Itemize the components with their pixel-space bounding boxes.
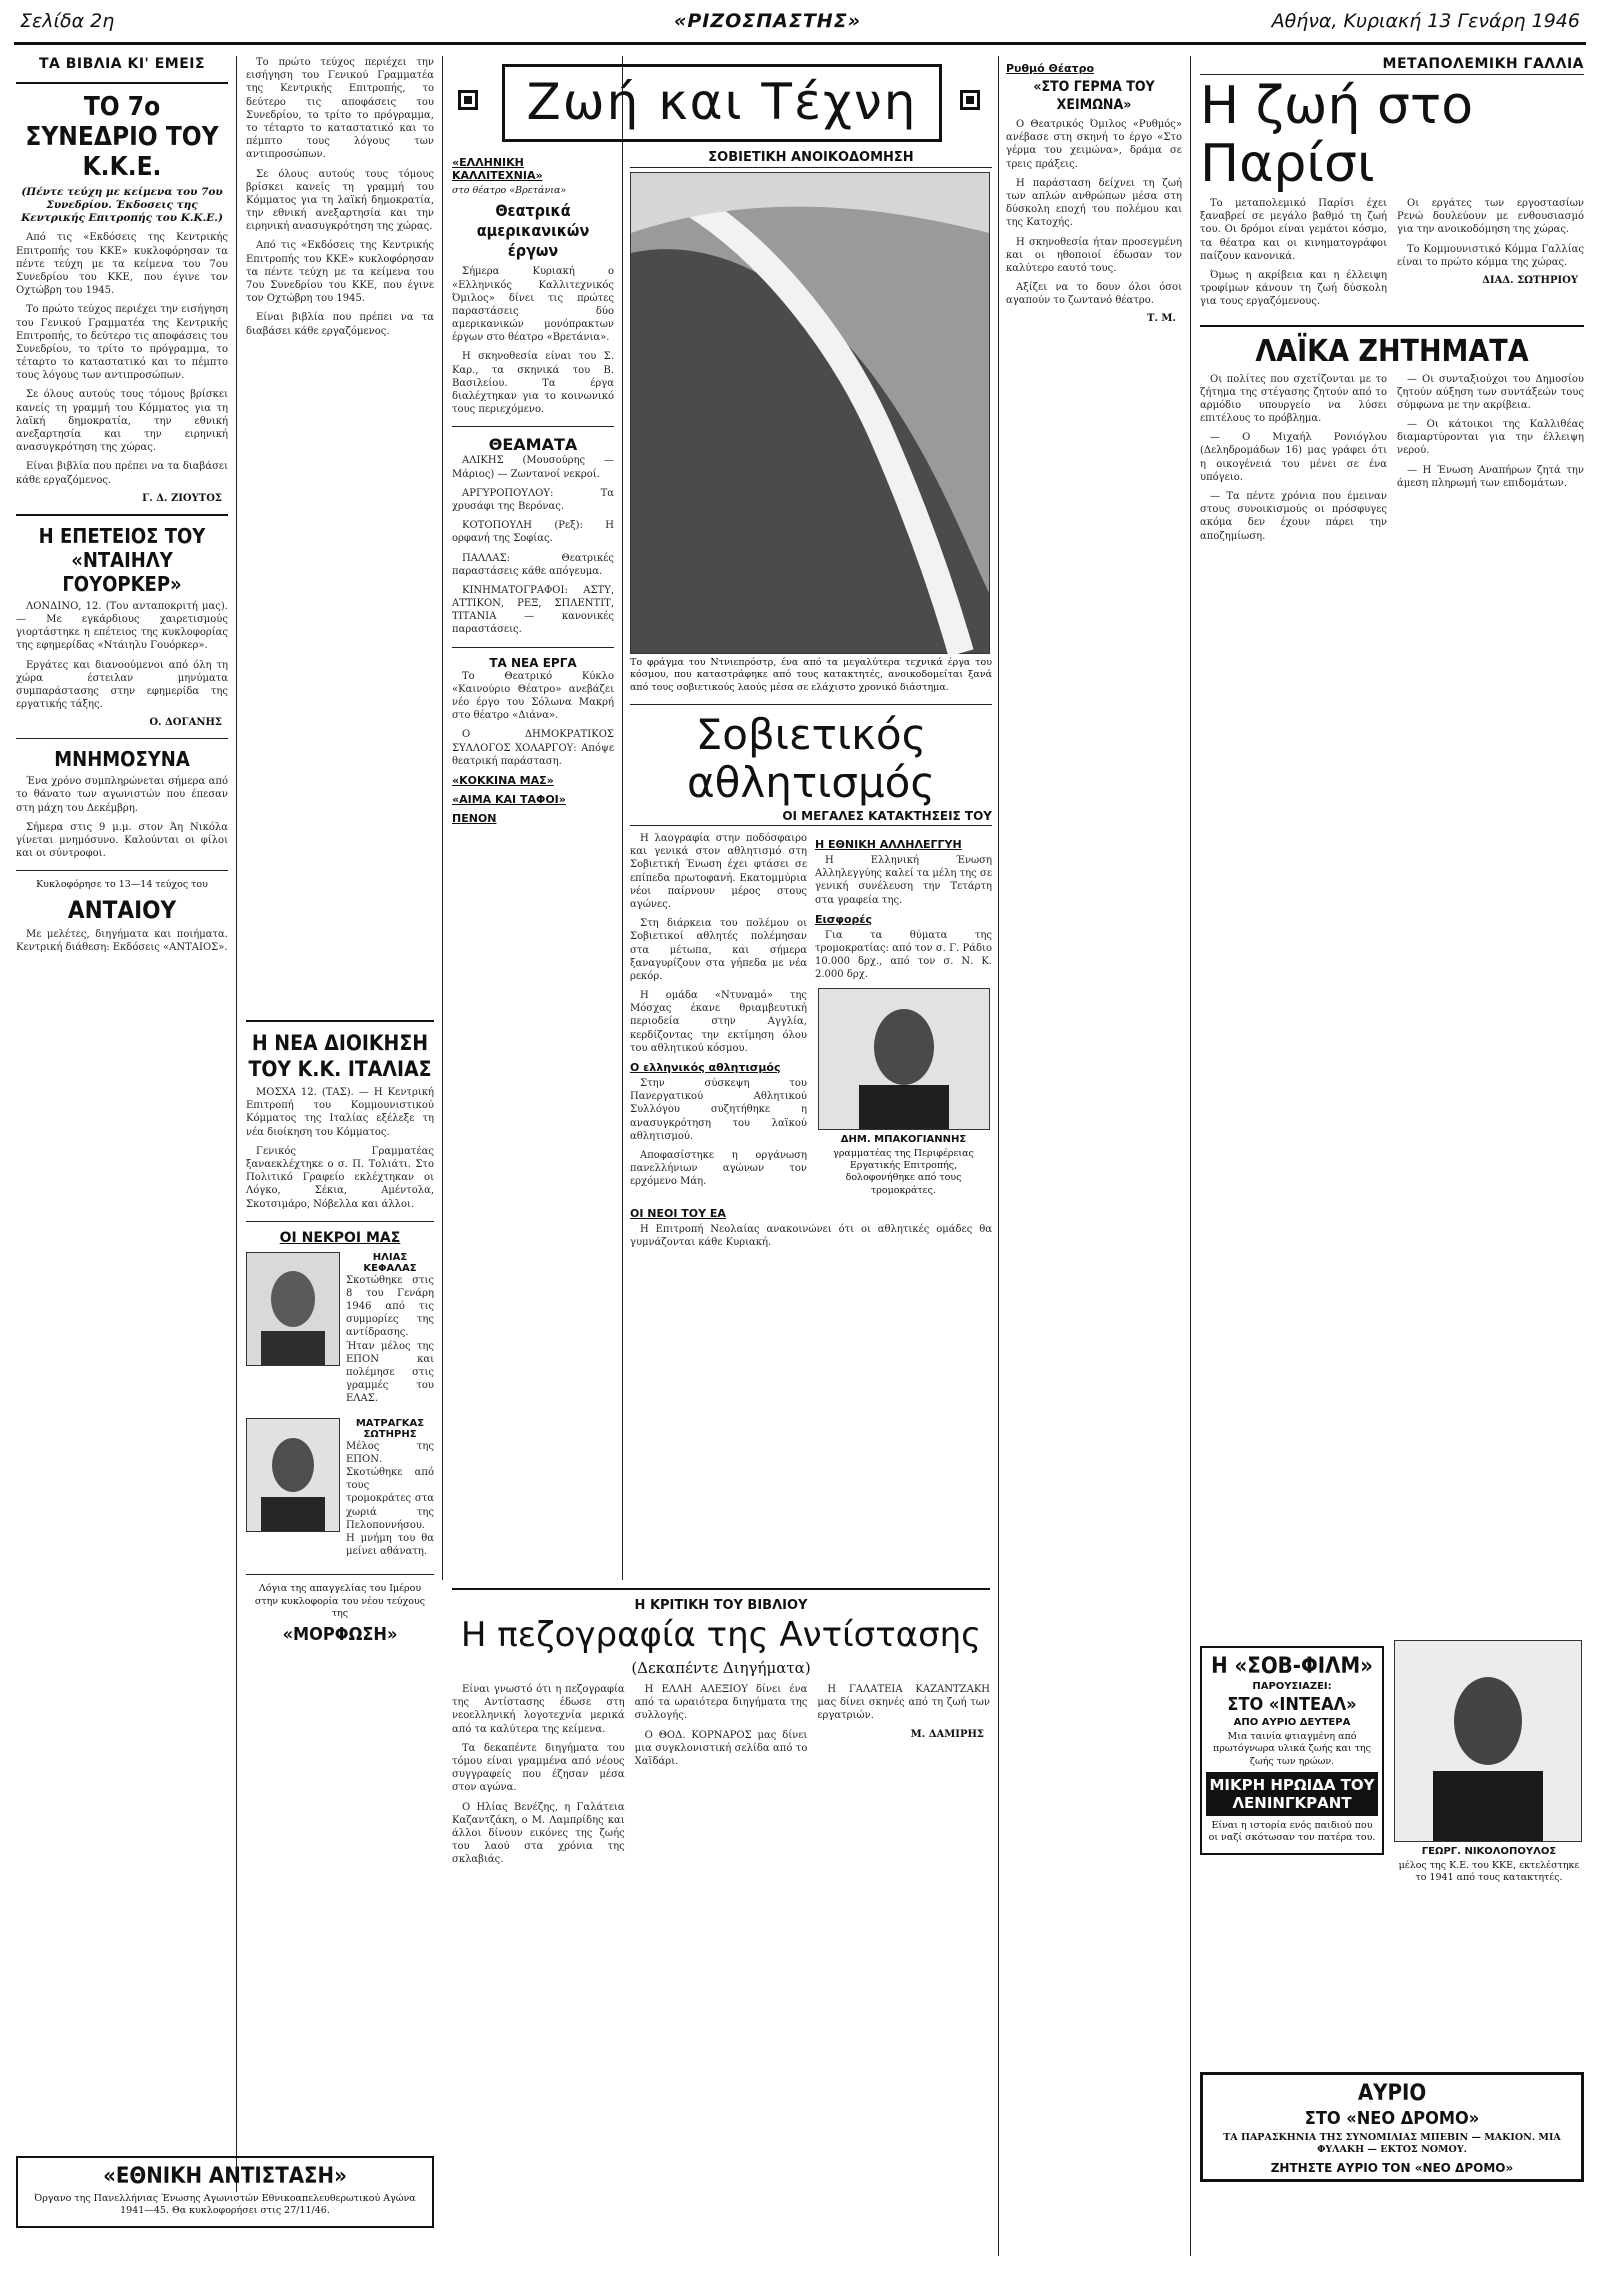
portrait-caption: ΔΗΜ. ΜΠΑΚΟΓΙΑΝΝΗΣ [840, 1133, 967, 1145]
sports-headline-line-1: Σοβιετικός [695, 710, 927, 760]
article-paragraph: Η παράσταση δείχνει τη ζωή των απλών ανθρώπων μέσα στη δύσκολη εποχή του πολέμου και της Κατοχής. [1006, 177, 1182, 229]
greek-sports-headline: Ο ελληνικός αθλητισμός [630, 1061, 781, 1075]
paper-title: «ΡΙΖΟΣΠΑΣΤΗΣ» [674, 10, 862, 32]
article-paragraph: Από τις «Εκδόσεις της Κεντρικής Επιτροπής του ΚΚΕ» κυκλοφόρησαν τα πέντε τεύχη με τα κείμενα του 7ου Συνεδρίου του ΚΚΕ, που έγινε τον Οχτώβρη του 1945. [16, 232, 228, 297]
dateline: Αθήνα, Κυριακή 13 Γενάρη 1946 [1271, 10, 1580, 32]
soviet-reconstruction-kicker: ΣΟΒΙΕΤΙΚΗ ΑΝΟΙΚΟΔΟΜΗΣΗ [630, 150, 992, 168]
dam-caption: Το φράγμα του Ντνιεπρόστρ, ένα από τα μεγαλύτερα τεχνικά έργα του κόσμου, που καταστράφηκε από τους κατακτητές, ανοικοδομείται ξανά από τους σοβιετικούς λαούς μέσα σε ελάχιστο χρονικό διάστημα. [630, 657, 992, 693]
article-signature: Μ. ΔΑΜΙΡΗΣ [910, 1728, 985, 1740]
theatre-kicker: Ρυθμό Θέατρο [1006, 62, 1095, 75]
article-paragraph: Στην σύσκεψη του Πανεργατικού Αθλητικού Συλλόγου συζητήθηκε η ανασυγκρότηση του λαϊκού αθλητισμού. [630, 1078, 807, 1142]
article-paragraph: Σε όλους αυτούς τους τόμους βρίσκει κανείς τη γραμμή του Κόμματος για τη λαϊκή δημοκρατία, την εθνική ανεξαρτησία και την ειρηνική ανασυγκρότηση της χώρας. [16, 389, 228, 454]
article-paragraph: — Τα πέντε χρόνια που έμειναν στους συνοικισμούς οι πρόσφυγες ακόμα δεν έχουν πάρει την αποζημίωση. [1200, 491, 1387, 542]
neos-dromos-cta: ΖΗΤΗΣΤΕ ΑΥΡΙΟ ΤΟΝ «ΝΕΟ ΔΡΟΜΟ» [1270, 2160, 1514, 2175]
article-paragraph: Σήμερα Κυριακή ο «Ελληνικός Καλλιτεχνικός Όμιλος» δίνει τις πρώτες παραστάσεις δύο αμερικανικών μονόπρακτων έργων στο θέατρο «Βρετάνια». [452, 266, 614, 344]
theatre-review-headline: «ΣΤΟ ΓΕΡΜΑ ΤΟΥ ΧΕΙΜΩΝΑ» [1033, 79, 1155, 113]
article-paragraph: Ο Θεατρικός Όμιλος «Ρυθμός» ανέβασε στη σκηνή το έργο «Στο γέρμα του χειμώνα», δράμα σε τρεις πράξεις. [1006, 119, 1182, 170]
theatre-kicker: «ΕΛΛΗΝΙΚΗ ΚΑΛΛΙΤΕΧΝΙΑ» [452, 156, 543, 182]
neos-dromos-body: ΤΑ ΠΑΡΑΣΚΗΝΙΑ ΤΗΣ ΣΥΝΟΜΙΛΙΑΣ ΜΠΕΒΙΝ — ΜΑΚΙΟΝ. ΜΙΑ ΦΥΛΑΚΗ — ΕΚΤΟΣ ΝΟΜΟΥ. [1223, 2132, 1561, 2156]
article-paragraph: Για τα θύματα της τρομοκρατίας: από τον σ. Γ. Ράδιο 10.000 δρχ., από τον σ. Ν. Κ. 2.000 δρχ. [815, 929, 992, 981]
column-rule [442, 56, 443, 1580]
column-rule [236, 56, 237, 2192]
column-5 [1006, 56, 1182, 1576]
gifts-headline: Εισφορές [815, 912, 873, 926]
listing-item: ΚΟΤΟΠΟΥΛΗ (Ρεξ): Η ορφανή της Σοφίας. [452, 520, 614, 545]
obituary-name: ΗΛΙΑΣ ΚΕΦΑΛΑΣ [363, 1251, 417, 1274]
neos-dromos-ad [1200, 2066, 1584, 2280]
sov-film-venue: ΣΤΟ «ΙΝΤΕΑΛ» [1227, 1694, 1357, 1715]
dam-image-icon [631, 173, 989, 653]
article-signature: Ο. ΔΟΓΑΝΗΣ [149, 717, 222, 729]
column-rule [1190, 56, 1191, 2256]
article-paragraph: Οι εργάτες των εργοστασίων Ρενώ δουλεύουν με ενθουσιασμό για την ανοικοδόμηση της χώρας. [1397, 198, 1584, 236]
theatre-sub: στο θέατρο «Βρετάνια» [452, 185, 567, 196]
column-3 [452, 150, 614, 1530]
penon-headline: ΠΕΝΟΝ [452, 811, 497, 825]
portrait-caption: ΓΕΩΡΓ. ΝΙΚΟΛΟΠΟΥΛΟΣ [1421, 1846, 1557, 1857]
sov-film-description: Μια ταινία φτιαγμένη από πρωτόγνωρα υλικά ζωής και της ζωής των ηρώων. [1213, 1731, 1371, 1767]
article-paragraph: Το Κομμουνιστικό Κόμμα Γαλλίας είναι το πρώτο κόμμα της χώρας. [1397, 243, 1584, 268]
sov-film-title: Η «ΣΟΒ-ΦΙΛΜ» [1211, 1654, 1373, 1679]
article-paragraph: Η σκηνοθεσία ήταν προσεγμένη και οι ηθοποιοί έδωσαν τον καλύτερο εαυτό τους. [1006, 236, 1182, 274]
sov-film-presents: ΠΑΡΟΥΣΙΑΖΕΙ: [1252, 1681, 1332, 1692]
banner-title: Ζωή και Τέχνη [502, 64, 942, 142]
column-rule [622, 56, 623, 1580]
obituary-text: Μέλος της ΕΠΟΝ. Σκοτώθηκε από τους τρομοκράτες στα χωριά της Πελοποννήσου. Η μνήμη του θα μείνει αθάνατη. [346, 1440, 434, 1558]
article-paragraph: Ο ΘΟΔ. ΚΟΡΝΑΡΟΣ μας δίνει μια συγκλονιστική σελίδα από το Χαϊδάρι. [634, 1729, 808, 1767]
memorial-headline: ΜΝΗΜΟΣΥΝΑ [54, 747, 190, 772]
sov-film-name: ΜΙΚΡΗ ΗΡΩΙΔΑ ΤΟΥ ΛΕΝΙΝΓΚΡΑΝΤ [1206, 1772, 1378, 1816]
article-paragraph: Η σκηνοθεσία είναι του Σ. Καρ., τα σκηνικά του Β. Βασιλείου. Τα έργα διαλέχτηκαν για το κοινωνικό τους περιεχόμενο. [452, 351, 614, 416]
page-label: Σελίδα 2η [20, 10, 115, 32]
column-rule [998, 56, 999, 2256]
square-ornament-icon [458, 90, 478, 110]
book-review-kicker: Η ΚΡΙΤΙΚΗ ΤΟΥ ΒΙΒΛΙΟΥ [634, 1598, 808, 1613]
blood-headline: «ΑΙΜΑ ΚΑΙ ΤΑΦΟΙ» [452, 792, 566, 806]
article-subhead: (Πέντε τεύχη με κείμενα του 7ου Συνεδρίου. Έκδοσεις της Κεντρικής Επιτροπής του Κ.Κ.Ε.) [21, 186, 223, 225]
young-headline: ΟΙ ΝΕΟΙ ΤΟΥ ΕΑ [630, 1206, 726, 1220]
article-paragraph: Το μεταπολεμικό Παρίσι έχει ξαναβρεί σε μεγάλο βαθμό τη ζωή του. Οι δρόμοι είναι γεμάτοι κόσμο, τα θέατρα και οι κινηματογράφοι παίζουν κανονικά. [1200, 198, 1387, 262]
article-paragraph: Σήμερα στις 9 μ.μ. στον Άη Νικόλα γίνεται μνημόσυνο. Καλούνται οι φίλοι και οι σύντροφοι. [16, 821, 228, 860]
article-paragraph: Από τις «Εκδόσεις της Κεντρικής Επιτροπής του ΚΚΕ» κυκλοφόρησαν τα πέντε τεύχη με τα κείμενα του 7ου Συνεδρίου του ΚΚΕ, που έγινε τον Οχτώβρη του 1945. [246, 240, 434, 305]
article-signature: Γ. Δ. ΖΙΟΥΤΟΣ [142, 492, 222, 504]
neos-dromos-lead: ΑΥΡΙΟ [1357, 2081, 1427, 2106]
portrait-icon [247, 1253, 339, 1365]
article-paragraph: Η Ελληνική Ένωση Αλληλεγγύης καλεί τα μέλη της σε γενική συνέλευση την Τετάρτη στα γραφεία της. [815, 855, 992, 906]
article-paragraph: ΛΟΝΔΙΝΟ, 12. (Του ανταποκριτή μας). — Με εγκάρδιους χαιρετισμούς γιορτάστηκε η επέτειος της κυκλοφορίας της εφημερίδας «Ντάιηλυ Γουόρκερ». [16, 600, 228, 652]
book-review-subhead: (Δεκαπέντε Διηγήματα) [631, 1659, 811, 1677]
ethniki-antistasi-box [16, 2150, 434, 2246]
book-review-headline: Η πεζογραφία της Αντίστασης [460, 1615, 982, 1655]
anniversary-headline: Η ΕΠΕΤΕΙΟΣ ΤΟΥ «ΝΤΑΙΗΛΥ ΓΟΥΟΡΚΕΡ» [38, 523, 206, 596]
article-paragraph: Αποφασίστηκε η οργάνωση πανελλήνιων αγώνων τον ερχόμενο Μάη. [630, 1149, 807, 1188]
obituary-name: ΜΑΤΡΑΓΚΑΣ ΣΩΤΗΡΗΣ [355, 1417, 425, 1440]
listing-item: ΑΛΙΚΗΣ (Μουσούρης — Μάριος) — Ζωντανοί νεκροί. [452, 455, 614, 480]
morfosi-lead: Λόγια της απαγγελίας του Ιμέρου στην κυκλοφορία του νέου τεύχους της [254, 1583, 426, 1619]
column-2-lower [246, 1010, 434, 1646]
listing-item: ΑΡΓΥΡΟΠΟΥΛΟΥ: Τα χρυσάφι της Βερόνας. [452, 487, 614, 512]
article-paragraph: Εργάτες και διανοούμενοι από όλη τη χώρα έστειλαν μηνύματα συμπαράστασης στην εφημερίδα της εργατικής τάξης. [16, 659, 228, 711]
theatre-headline: Θεατρικά αμερικανικών έργων [476, 201, 590, 261]
book-review [452, 1588, 990, 2288]
article-paragraph: Η Επιτροπή Νεολαίας ανακοινώνει ότι οι αθλητικές ομάδες θα γυμνάζονται κάθε Κυριακή. [630, 1223, 992, 1249]
portrait-photo [1394, 1640, 1582, 1842]
portrait-icon [819, 989, 989, 1129]
article-paragraph: Στη διάρκεια του πολέμου οι Σοβιετικοί αθλητές πολέμησαν στα μέτωπα, και σήμερα ξαναγυρίζουν στα γήπεδα με νέα ρεκόρ. [630, 918, 807, 982]
article-paragraph: Το Θεατρικό Κύκλο «Καινούριο Θέατρο» ανεβάζει νέο έργο του Σόλωνα Μακρή στο θέατρο «Διάνα». [452, 670, 614, 722]
article-paragraph: Όμως η ακρίβεια και η έλλειψη τροφίμων κάνουν τη ζωή δύσκολη για τους εργαζόμενους. [1200, 269, 1387, 308]
article-paragraph: — Ο Μιχαήλ Ρονιόγλου (Δεληδρομάδων 16) μας γράφει ότι η οικογένειά του μένει σε ένα υπόγειο. [1200, 432, 1387, 483]
article-paragraph: Είναι βιβλία που πρέπει να τα διαβάσει κάθε εργαζόμενος. [16, 461, 228, 486]
ethniki-antistasi-body: Όργανο της Πανελλήνιας Ένωσης Αγωνιστών Εθνικοαπελευθερωτικού Αγώνα 1941—45. Θα κυκλοφορήσει στις 27/11/46. [34, 2193, 416, 2217]
portrait-icon [1395, 1641, 1581, 1841]
ethniki-antistasi-headline: «ΕΘΝΙΚΗ ΑΝΤΙΣΤΑΣΗ» [103, 2164, 347, 2189]
article-paragraph: ΜΟΣΧΑ 12. (ΤΑΣ). — Η Κεντρική Επιτροπή του Κομμουνιστικού Κόμματος της Ιταλίας εξέλεξε τη νέα διοίκηση του Κόμματος. [246, 1087, 434, 1138]
laika-headline: ΛΑΪΚΑ ΖΗΤΗΜΑΤΑ [1255, 333, 1529, 369]
article-paragraph: — Η Ένωση Αναπήρων ζητά την άμεση πληρωμή των επιδομάτων. [1397, 464, 1584, 489]
listing-item: ΠΑΛΛΑΣ: Θεατρικές παραστάσεις κάθε απόγευμα. [452, 552, 614, 577]
portrait-icon [247, 1419, 339, 1531]
sports-headline-line-2: αθλητισμός [686, 758, 936, 808]
national-alliance-headline: Η ΕΘΝΙΚΗ ΑΛΛΗΛΕΓΓΥΗ [815, 838, 962, 852]
sov-film-when: ΑΠΟ ΑΥΡΙΟ ΔΕΥΤΕΡΑ [1233, 1717, 1351, 1728]
neos-dromos-title: ΣΤΟ «ΝΕΟ ΔΡΟΜΟ» [1304, 2108, 1480, 2129]
article-headline: ΤΟ 7ο ΣΥΝΕΔΡΙΟ ΤΟΥ Κ.Κ.Ε. [25, 92, 219, 182]
article-paragraph: Ο ΔΗΜΟΚΡΑΤΙΚΟΣ ΣΥΛΛΟΓΟΣ ΧΟΛΑΡΓΟΥ: Απόψε θεατρική παράσταση. [452, 729, 614, 767]
obituaries-headline: ΟΙ ΝΕΚΡΟΙ ΜΑΣ [279, 1229, 401, 1246]
article-paragraph: Είναι βιβλία που πρέπει να τα διαβάσει κάθε εργαζόμενος. [246, 312, 434, 337]
article-paragraph: Η ΓΑΛΑΤΕΙΑ ΚΑΖΑΝΤΖΑΚΗ μας δίνει σκηνές από τη ζωή των εργατριών. [817, 1684, 991, 1722]
column-4 [630, 150, 992, 1530]
dam-photo [630, 172, 990, 654]
new-works-headline: ΤΑ ΝΕΑ ΕΡΓΑ [489, 655, 577, 670]
obituary-photo [246, 1418, 340, 1532]
article-paragraph: Η ΕΛΛΗ ΑΛΕΞΙΟΥ δίνει ένα από τα ωραιότερα διηγήματα της συλλογής. [634, 1684, 808, 1722]
paris-headline: Η ζωή στο Παρίσι [1200, 76, 1474, 194]
portrait-caption-text: μέλος της Κ.Ε. του ΚΚΕ, εκτελέστηκε το 1941 από τους κατακτητές. [1398, 1860, 1580, 1884]
article-paragraph: Η λαογραφία στην ποδόσφαιρο και γενικά στον αθλητισμό στη Σοβιετική Ένωση έχει φτάσει σε επίπεδα πρωτοφανή. Εκατομμύρια νέοι παίρνουν μέρος στους αγώνες. [630, 833, 807, 910]
column-6 [1200, 56, 1584, 1236]
masthead [14, 8, 1586, 45]
article-paragraph: Το πρώτο τεύχος περιέχει την εισήγηση του Γενικού Γραμματέα της Κεντρικής Επιτροπής, το δεύτερο τις αποφάσεις του Συνεδρίου, το τρίτο το πρόγραμμα, το τέταρτο το καταστατικό και το πέμπτο τους λόγους των αντιπροσώπων. [16, 304, 228, 382]
article-signature: ΔΙΑΔ. ΣΩΤΗΡΙΟΥ [1482, 274, 1578, 286]
section-kicker: ΤΑ ΒΙΒΛΙΑ ΚΙ' ΕΜΕΙΣ [38, 56, 206, 72]
section-kicker: ΜΕΤΑΠΟΛΕΜΙΚΗ ΓΑΛΛΙΑ [1200, 56, 1584, 75]
article-paragraph: Αξίζει να το δουν όλοι όσοι αγαπούν το ζωντανό θέατρο. [1006, 282, 1182, 307]
article-paragraph: Τα δεκαπέντε διηγήματα του τόμου είναι γραμμένα από νέους συγγραφείς που έζησαν μέσα στον αγώνα. [452, 1742, 625, 1794]
article-paragraph: — Οι κάτοικοι της Καλλιθέας διαμαρτύρονται για την έλλειψη νερού. [1397, 419, 1584, 457]
obituary-text: Σκοτώθηκε στις 8 του Γενάρη 1946 από τις συμμορίες της αντίδρασης. Ήταν μέλος της ΕΠΟΝ και πολέμησε στις γραμμές του ΕΛΑΣ. [346, 1274, 434, 1405]
antaioi-title: ΑΝΤΑΙΟΥ [67, 895, 177, 924]
article-paragraph: Το πρώτο τεύχος περιέχει την εισήγηση του Γενικού Γραμματέα της Κεντρικής Επιτροπής, το δεύτερο τις αποφάσεις του Συνεδρίου, το τρίτο το πρόγραμμα, το τέταρτο το καταστατικό και το πέμπτο τους λόγους των αντιπροσώπων. [246, 57, 434, 161]
article-paragraph: Είναι γνωστό ότι η πεζογραφία της Αντίστασης έδωσε στη νεοελληνική λογοτεχνία μερικά από τα καλύτερα της κείμενα. [452, 1684, 625, 1735]
italy-headline: Η ΝΕΑ ΔΙΟΙΚΗΣΗ ΤΟΥ Κ.Κ. ΙΤΑΛΙΑΣ [248, 1031, 432, 1081]
life-and-art-banner [446, 64, 994, 140]
sports-subhead: ΟΙ ΜΕΓΑΛΕΣ ΚΑΤΑΚΤΗΣΕΙΣ ΤΟΥ [630, 809, 992, 826]
square-ornament-icon [960, 90, 980, 110]
article-paragraph: Ένα χρόνο συμπληρώνεται σήμερα από το θάνατο των αγωνιστών που έπεσαν στη μάχη του Δεκέμβρη. [16, 776, 228, 814]
antaioi-note: Κυκλοφόρησε το 13—14 τεύχος του [36, 879, 208, 891]
article-paragraph: Με μελέτες, διηγήματα και ποιήματα. Κεντρική διάθεση: Εκδόσεις «ΑΝΤΑΙΟΣ». [16, 928, 228, 953]
article-paragraph: Γενικός Γραμματέας ξαναεκλέχτηκε ο σ. Π. Τολιάτι. Στο Πολιτικό Γραφείο εκλέχτηκαν οι Λόγκο, Σέκια, Αμέντολα, Σκοτσιμάρο, Νόβελλα και άλλοι. [246, 1145, 434, 1210]
portrait-caption-text: γραμματέας της Περιφέρειας Εργατικής Επιτροπής, δολοφονήθηκε από τους τρομοκράτες. [833, 1147, 974, 1196]
listing-item: ΚΙΝΗΜΑΤΟΓΡΑΦΟΙ: ΑΣΤΥ, ΑΤΤΙΚΟΝ, ΡΕΞ, ΣΠΛΕΝΤΙΤ, ΤΙΤΑΝΙΑ — κανονικές παραστάσεις. [452, 584, 614, 636]
article-paragraph: Οι πολίτες που σχετίζονται με το ζήτημα της στέγασης ζητούν από το αρμόδιο υπουργείο να λύσει επιτέλους το πρόβλημα. [1200, 373, 1387, 425]
article-paragraph: Σε όλους αυτούς τους τόμους βρίσκει κανείς τη γραμμή του Κόμματος για τη λαϊκή δημοκρατία, την εθνική ανεξαρτησία και την ειρηνική ανασυγκρότηση της χώρας. [246, 168, 434, 233]
morfosi-title: «ΜΟΡΦΩΣΗ» [282, 1624, 398, 1646]
column-1 [16, 56, 228, 2176]
article-paragraph: Ο Ηλίας Βενέζης, η Γαλάτεια Καζαντζάκη, ο Μ. Λαμπρίδης και άλλοι δίνουν εικόνες της ζωής του λαού στα χρόνια της σκλαβιάς. [452, 1801, 625, 1866]
article-paragraph: Η ομάδα «Ντυναμό» της Μόσχας έκανε θριαμβευτική περιοδεία στην Αγγλία, κερδίζοντας την εκτίμηση όλου του αθλητικού κόσμου. [630, 990, 807, 1054]
article-signature: Τ. Μ. [1147, 313, 1176, 325]
sov-film-story: Είναι η ιστορία ενός παιδιού που οι ναζί σκότωσαν τον πατέρα του. [1208, 1820, 1376, 1844]
obituary-photo [246, 1252, 340, 1366]
portrait-photo [818, 988, 990, 1130]
mas-headline: «ΚΟΚΚΙΝΑ ΜΑΣ» [452, 773, 554, 787]
theatres-headline: ΘΕΑΜΑΤΑ [488, 435, 578, 455]
article-paragraph: — Οι συνταξιούχοι του Δημοσίου ζητούν αύξηση των συντάξεών τους σύμφωνα με την ακρίβεια. [1397, 373, 1584, 411]
